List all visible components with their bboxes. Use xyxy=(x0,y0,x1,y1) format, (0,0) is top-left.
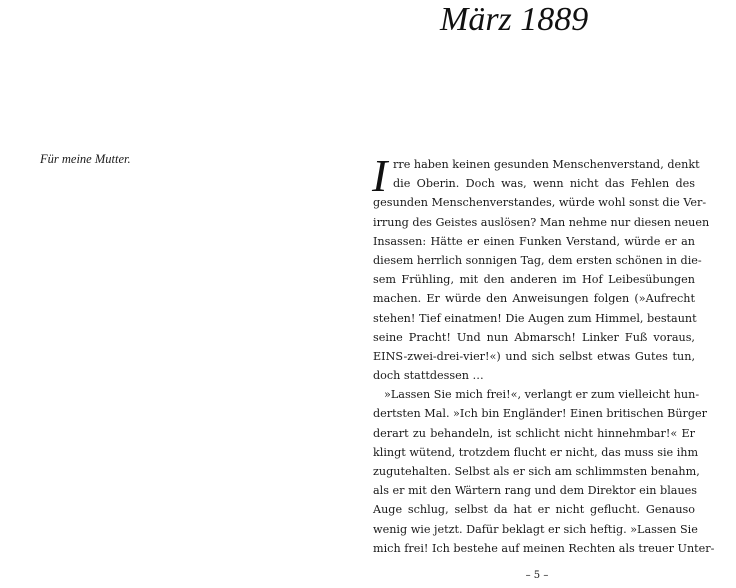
text-line: mich frei! Ich bestehe auf meinen Rechten als treuer Unter- xyxy=(373,541,715,555)
text-line: diesem herrlich sonnigen Tag, dem ersten schönen in die- xyxy=(373,253,702,267)
text-line: als er mit den Wärtern rang und dem Direktor ein blaues xyxy=(373,484,698,498)
chapter-title: März 1889 xyxy=(440,1,589,38)
text-line: die Oberin. Doch was, wenn nicht das Fehlen des xyxy=(393,177,695,191)
dedication: Für meine Mutter. xyxy=(40,152,131,166)
body-text xyxy=(372,150,715,558)
drop-cap: I xyxy=(372,150,388,201)
page-number: – 5 – xyxy=(525,570,549,581)
text-line: dertsten Mal. »Ich bin Engländer! Einen britischen Bürger xyxy=(373,407,708,421)
text-line: rre haben keinen gesunden Menschenverstand, denkt xyxy=(393,158,700,171)
text-line: Insassen: Hätte er einen Funken Verstand, würde er an xyxy=(373,234,695,248)
text-line: EINS-zwei-drei-vier!«) und sich selbst etwas Gutes tun, xyxy=(373,349,695,363)
text-line: doch stattdessen … xyxy=(373,369,484,383)
text-line: stehen! Tief einatmen! Die Augen zum Himmel, bestaunt xyxy=(373,311,697,325)
text-line: zugutehalten. Selbst als er sich am schlimmsten benahm, xyxy=(373,465,700,478)
text-line: machen. Er würde den Anweisungen folgen (»Aufrecht xyxy=(373,292,695,306)
text-line: gesunden Menschenverstandes, würde wohl sonst die Ver- xyxy=(373,196,707,210)
text-line: klingt wütend, trotzdem flucht er nicht, das muss sie ihm xyxy=(373,445,699,459)
text-line: derart zu behandeln, ist schlicht nicht hinnehmbar!« Er xyxy=(373,426,695,440)
text-line: Auge schlug, selbst da hat er nicht geflucht. Genauso xyxy=(373,503,695,517)
text-line: irrung des Geistes auslösen? Man nehme nur diesen neuen xyxy=(373,215,710,229)
text-line: sem Frühling, mit den anderen im Hof Leibesübungen xyxy=(373,273,695,287)
text-line: wenig wie jetzt. Dafür beklagt er sich heftig. »Lassen Sie xyxy=(373,522,698,536)
text-line: seine Pracht! Und nun Abmarsch! Linker Fuß voraus, xyxy=(373,330,695,344)
text-line: »Lassen Sie mich frei!«, verlangt er zum vielleicht hun- xyxy=(384,388,700,402)
